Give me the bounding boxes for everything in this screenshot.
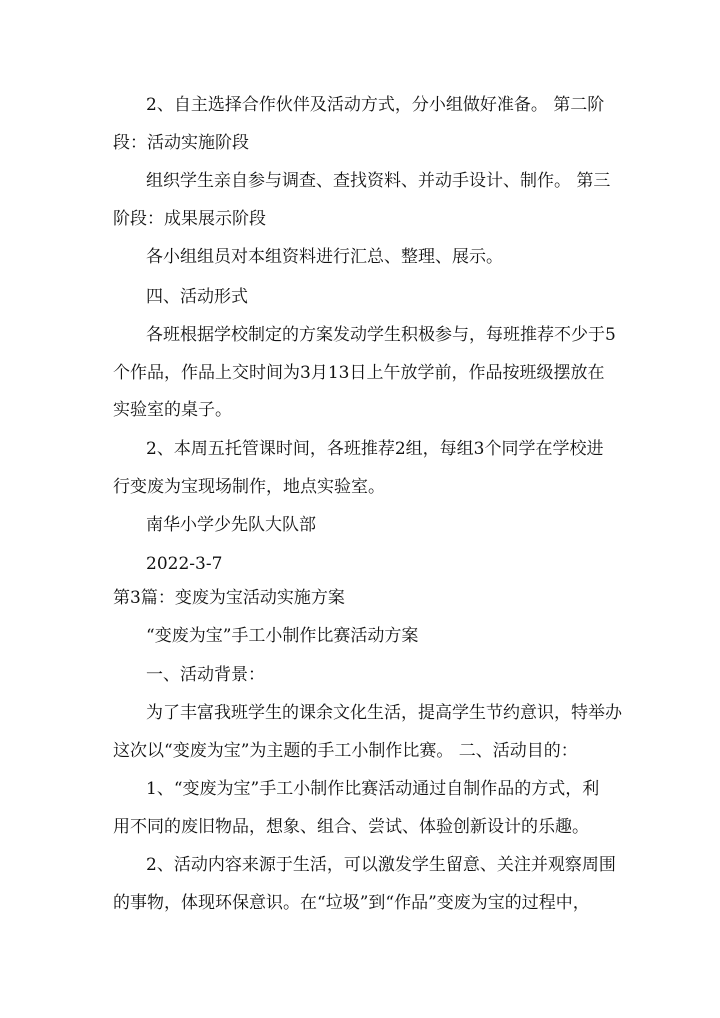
body-line: 2、自主选择合作伙伴及活动方式，分小组做好准备。 第二阶 xyxy=(146,95,605,115)
section-heading: 四、活动形式 xyxy=(146,287,248,307)
body-line: 段：活动实施阶段 xyxy=(113,133,249,153)
document-title: “变废为宝”手工小制作比赛活动方案 xyxy=(146,626,419,646)
chapter-heading: 第3篇：变废为宝活动实施方案 xyxy=(113,588,345,608)
body-line: 2、活动内容来源于生活，可以激发学生留意、关注并观察周围 xyxy=(146,855,616,875)
section-heading: 一、活动背景： xyxy=(146,665,265,685)
body-line: 2、本周五托管课时间，各班推荐2组，每组3个同学在学校进 xyxy=(146,439,604,459)
signature-date: 2022-3-7 xyxy=(146,554,223,574)
signature-org: 南华小学少先队大队部 xyxy=(146,515,316,535)
body-line: 用不同的废旧物品，想象、组合、尝试、体验创新设计的乐趣。 xyxy=(113,817,589,837)
body-line: 的事物，体现环保意识。在“垃圾”到“作品”变废为宝的过程中， xyxy=(113,893,590,913)
body-line: 各班根据学校制定的方案发动学生积极参与，每班推荐不少于5 xyxy=(146,325,616,345)
body-line: 行变废为宝现场制作，地点实验室。 xyxy=(113,477,385,497)
body-line: 个作品，作品上交时间为3月13日上午放学前，作品按班级摆放在 xyxy=(113,363,605,383)
body-line: 为了丰富我班学生的课余文化生活，提高学生节约意识，特举办 xyxy=(146,703,622,723)
body-line: 实验室的桌子。 xyxy=(113,400,232,420)
body-line: 组织学生亲自参与调查、查找资料、并动手设计、制作。 第三 xyxy=(146,171,611,191)
body-line: 1、“变废为宝”手工小制作比赛活动通过自制作品的方式，利 xyxy=(146,779,600,799)
body-line: 阶段：成果展示阶段 xyxy=(113,209,266,229)
body-line: 各小组组员对本组资料进行汇总、整理、展示。 xyxy=(146,247,503,267)
body-line: 这次以“变废为宝”为主题的手工小制作比赛。 二、活动目的： xyxy=(113,741,578,761)
